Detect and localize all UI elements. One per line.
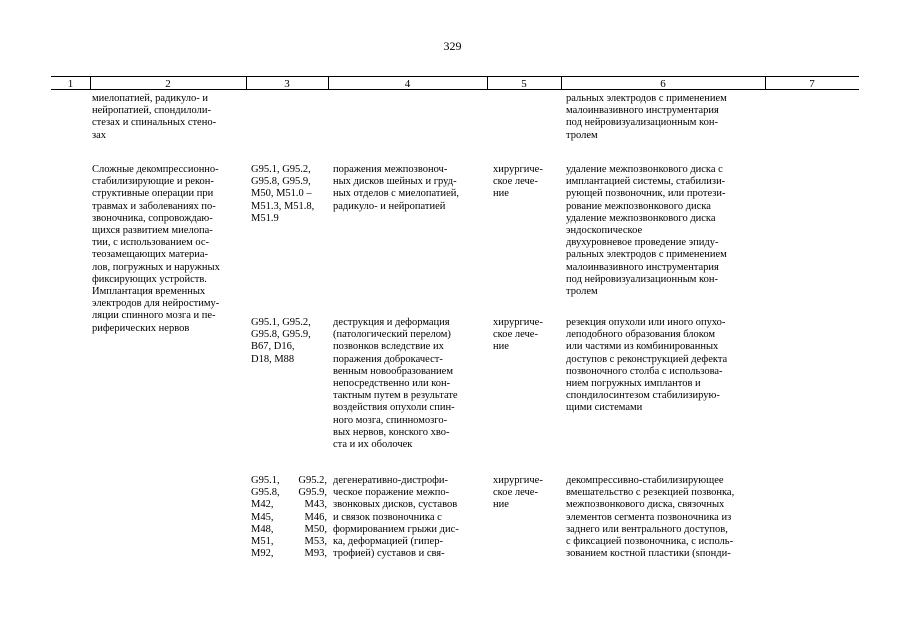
text-line: межпозвонкового диска, связочных xyxy=(566,499,725,511)
code: M53, xyxy=(304,536,327,548)
text-line: M51.9 xyxy=(251,212,279,224)
code: M46, xyxy=(304,511,327,523)
code: M43, xyxy=(304,499,327,511)
header-col-7: 7 xyxy=(809,78,815,90)
text-line: удаление межпозвонкового диска с xyxy=(566,164,723,175)
row1-col5 xyxy=(493,164,559,201)
text-line: или частями из комбинированных xyxy=(566,341,719,353)
row3-col6 xyxy=(566,475,762,560)
text-line: позвоночного столба с использова- xyxy=(566,365,723,377)
text-line: (патологический перелом) xyxy=(333,329,451,341)
text-line: G95.8, G95.9, xyxy=(251,176,311,188)
text-line: ральных электродов с применением xyxy=(566,93,727,104)
text-line: M51.3, M51.8, xyxy=(251,200,315,212)
text-line: нием погружных имплантов и xyxy=(566,378,701,390)
text-line xyxy=(251,475,327,487)
header-col-6: 6 xyxy=(660,78,666,90)
row3-col4 xyxy=(333,475,486,560)
text-line: под нейровизуализационным кон- xyxy=(566,273,718,285)
header-col-4: 4 xyxy=(404,78,411,90)
row2-col3 xyxy=(251,317,327,366)
text-line: зах xyxy=(92,129,107,141)
code: M45, xyxy=(251,511,274,523)
code: M42, xyxy=(251,499,274,511)
code: G95.9, xyxy=(298,487,327,499)
text-line: радикуло- и нейропатией xyxy=(333,200,446,212)
text-line: рующей позвоночник, или протези- xyxy=(566,188,726,200)
header-col-5: 5 xyxy=(521,78,527,90)
text-line: хирургиче- xyxy=(493,164,543,175)
text-line: D18, M88 xyxy=(251,353,295,365)
text-line: тролем xyxy=(566,129,598,141)
text-line: щими системами xyxy=(566,402,643,414)
text-line: стезах и спинальных стено- xyxy=(92,117,217,129)
text-line: ных отделов с миелопатией, xyxy=(333,188,460,200)
code: M51, xyxy=(251,536,274,548)
text-line: поражения доброкачест- xyxy=(333,353,443,365)
text-line: Сложные декомпрессионно- xyxy=(92,164,219,175)
row2-col5 xyxy=(493,317,559,354)
text-line xyxy=(251,499,327,511)
text-line: звонковых дисков, суставов xyxy=(333,499,458,511)
text-line: нейропатией, спондилоли- xyxy=(92,105,211,117)
text-line: риферических нервов xyxy=(92,322,190,334)
text-line: ние xyxy=(493,341,509,353)
text-line: венным новообразованием xyxy=(333,365,453,377)
text-line: ных дисков шейных и груд- xyxy=(333,176,457,188)
text-line: имплантацией системы, стабилизи- xyxy=(566,176,726,188)
row0-col6 xyxy=(566,93,762,142)
text-line: G95.8, G95.9, xyxy=(251,329,311,341)
text-line: миелопатией, радикуло- и xyxy=(92,93,209,104)
text-line: хирургиче- xyxy=(493,475,543,486)
text-line: ское лече- xyxy=(493,329,538,341)
text-line xyxy=(251,536,327,548)
text-line: вмешательство с резекцией позвонка, xyxy=(566,487,735,499)
text-line: ного мозга, спинномозго- xyxy=(333,414,448,426)
text-line: стабилизирующие и рекон- xyxy=(92,176,214,188)
table-header-top-border xyxy=(51,76,859,77)
row2-col4 xyxy=(333,317,486,451)
text-line: спондилосинтезом стабилизирую- xyxy=(566,390,720,402)
text-line: формированием грыжи дис- xyxy=(333,523,459,535)
text-line: с фиксацией позвоночника, с исполь- xyxy=(566,536,734,548)
text-line: ское лече- xyxy=(493,176,538,188)
row3-col5 xyxy=(493,475,559,512)
text-line: тактным путем в результате xyxy=(333,390,458,402)
text-line: щихся развитием миелопа- xyxy=(92,225,213,237)
text-line: фиксирующих устройств. xyxy=(92,273,207,285)
text-line: звоночника, сопровождаю- xyxy=(92,212,213,224)
page-number: 329 xyxy=(443,39,462,53)
row0-col2 xyxy=(92,93,244,142)
text-line: G95.1, G95.2, xyxy=(251,164,311,175)
text-line: B67, D16, xyxy=(251,341,295,353)
text-line: трофией) суставов и свя- xyxy=(333,548,445,560)
text-line: деструкция и деформация xyxy=(333,317,450,328)
text-line: непосредственно или кон- xyxy=(333,378,451,390)
row1-col4 xyxy=(333,164,486,213)
text-line: структивные операции при xyxy=(92,188,214,200)
row1-col6 xyxy=(566,164,762,298)
text-line: тии, с использованием ос- xyxy=(92,237,210,249)
text-line xyxy=(251,512,327,524)
text-line xyxy=(251,524,327,536)
text-line: ние xyxy=(493,499,509,511)
text-line: теозамещающих материа- xyxy=(92,249,209,261)
text-line: ческое поражение межпо- xyxy=(333,487,450,499)
code: M92, xyxy=(251,548,274,560)
text-line: ляции спинного мозга и пе- xyxy=(92,310,216,322)
text-line: декомпрессивно-стабилизирующее xyxy=(566,475,724,486)
text-line: ка, деформацией (гипер- xyxy=(333,536,443,548)
text-line: электродов для нейростиму- xyxy=(92,298,220,310)
text-line: тролем xyxy=(566,286,598,298)
text-line: двухуровневое проведение эпиду- xyxy=(566,237,719,249)
text-line: и связок позвоночника с xyxy=(333,511,442,523)
code: M48, xyxy=(251,523,274,535)
text-line: малоинвазивного инструментария xyxy=(566,105,719,117)
text-line: ние xyxy=(493,188,509,200)
row3-col3 xyxy=(251,475,327,560)
text-line: травмах и заболеваниях по- xyxy=(92,200,216,212)
header-col-3: 3 xyxy=(284,78,290,90)
text-line: леподобного образования блоком xyxy=(566,329,716,341)
text-line: под нейровизуализационным кон- xyxy=(566,117,718,129)
text-line: дегенеративно-дистрофи- xyxy=(333,475,449,486)
code: G95.8, xyxy=(251,487,280,499)
row1-col3 xyxy=(251,164,327,225)
text-line: эндоскопическое xyxy=(566,225,643,237)
row2-col6 xyxy=(566,317,762,415)
text-line: доступов с реконструкцией дефекта xyxy=(566,353,728,365)
row1-col2 xyxy=(92,164,244,335)
text-line: лов, погружных и наружных xyxy=(92,261,220,273)
text-line: резекция опухоли или иного опухо- xyxy=(566,317,726,328)
text-line: зованием костной пластики (sпонди- xyxy=(566,548,731,560)
text-line: G95.1, G95.2, xyxy=(251,317,311,328)
text-line: заднего или вентрального доступов, xyxy=(566,523,728,535)
code: M93, xyxy=(304,548,327,560)
text-line: ральных электродов с применением xyxy=(566,249,727,261)
text-line: рование межпозвонкового диска xyxy=(566,200,711,212)
text-line xyxy=(251,548,327,560)
text-line: элементов сегмента позвоночника из xyxy=(566,511,732,523)
text-line: Имплантация временных xyxy=(92,286,206,298)
text-line: ста и их оболочек xyxy=(333,439,413,451)
header-col-1: 1 xyxy=(67,78,74,90)
code: M50, xyxy=(304,523,327,535)
text-line: позвонков вследствие их xyxy=(333,341,444,353)
code: G95.1, xyxy=(251,475,280,486)
text-line: поражения межпозвоноч- xyxy=(333,164,448,175)
text-line: хирургиче- xyxy=(493,317,543,328)
header-col-2: 2 xyxy=(165,78,171,90)
text-line: M50, M51.0 – xyxy=(251,188,312,200)
code: G95.2, xyxy=(298,475,327,486)
text-line: воздействия опухоли спин- xyxy=(333,402,455,414)
text-line: малоинвазивного инструментария xyxy=(566,261,719,273)
text-line: удаление межпозвонкового диска xyxy=(566,212,716,224)
text-line: вых нервов, конского хво- xyxy=(333,426,450,438)
text-line: ское лече- xyxy=(493,487,538,499)
text-line xyxy=(251,487,327,499)
